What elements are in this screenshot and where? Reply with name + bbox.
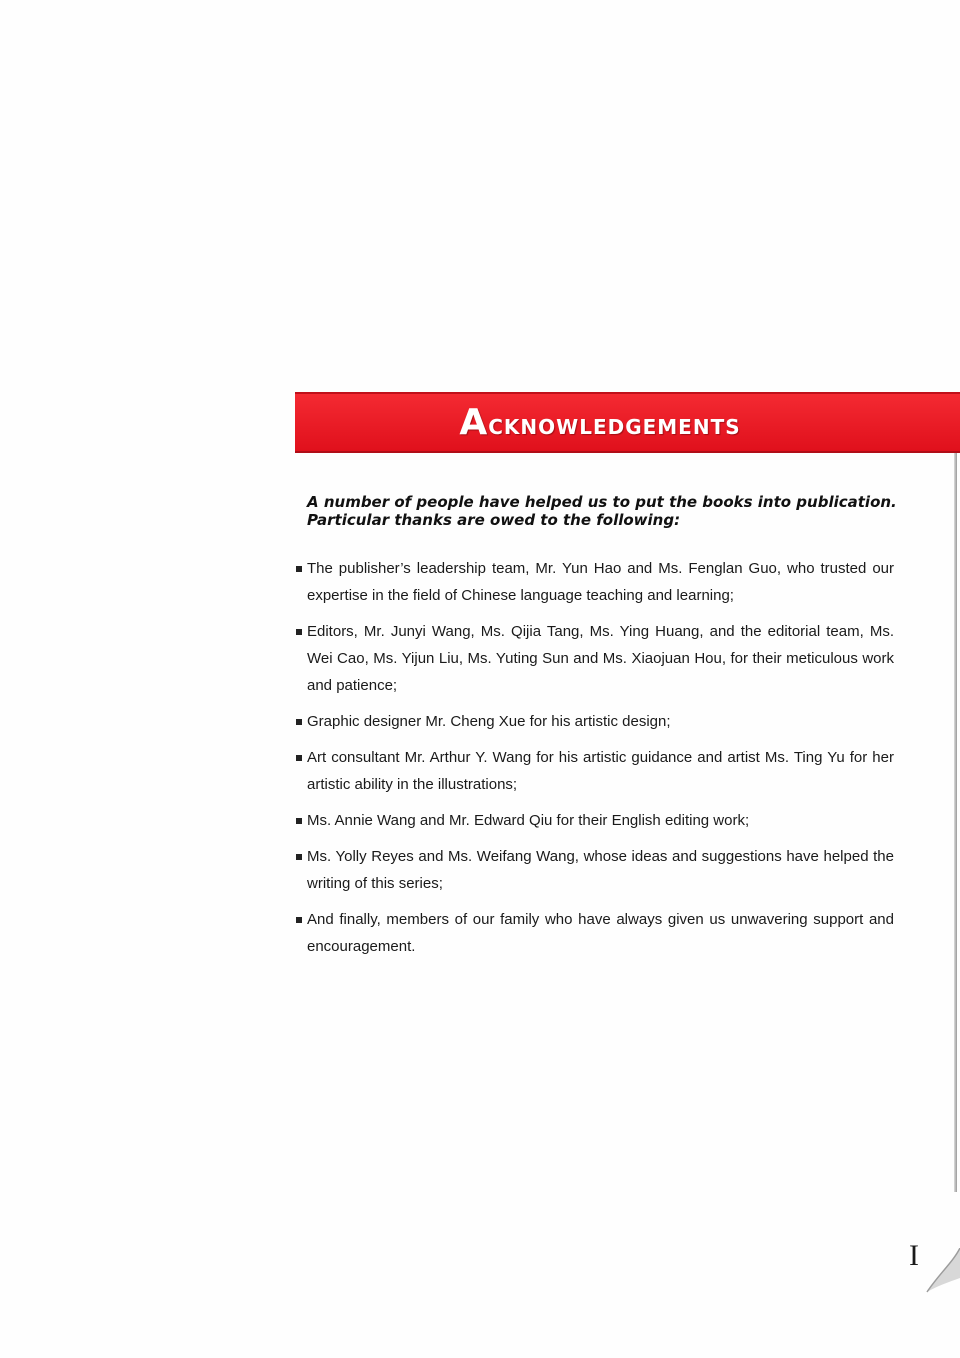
page-curl-icon (925, 1248, 960, 1298)
list-item-text: Graphic designer Mr. Cheng Xue for his artistic design; (307, 713, 671, 730)
list-item (296, 906, 894, 960)
list-item-text: Editors, Mr. Junyi Wang, Ms. Qijia Tang, Ms. Ying Huang, and the editorial team, Ms. Wei Cao, Ms. Yijun Liu, Ms. Yuting Sun and Ms. Xiaojuan Hou, for their meticulous work and patience; (307, 623, 894, 694)
title-initial: A (459, 402, 489, 443)
intro-line-2: Particular thanks are owed to the following: (307, 511, 681, 529)
list-item (296, 618, 894, 699)
list-item-text: And finally, members of our family who have always given us unwavering support and encouragement. (307, 911, 894, 955)
acknowledgement-list (296, 555, 894, 969)
bullet-icon (296, 719, 302, 725)
bullet-icon (296, 854, 302, 860)
list-item-text: Ms. Yolly Reyes and Ms. Weifang Wang, whose ideas and suggestions have helped the writing of this series; (307, 848, 894, 892)
list-item (296, 807, 894, 834)
list-item (296, 708, 894, 735)
list-item-text: The publisher’s leadership team, Mr. Yun Hao and Ms. Fenglan Guo, who trusted our expertise in the field of Chinese language teaching and learning; (307, 560, 894, 604)
page-title (295, 402, 905, 443)
bullet-icon (296, 818, 302, 824)
bullet-icon (296, 917, 302, 923)
list-item-text: Art consultant Mr. Arthur Y. Wang for his artistic guidance and artist Ms. Ting Yu for her artistic ability in the illustrations; (307, 749, 894, 793)
list-item (296, 555, 894, 609)
page-number: I (909, 1239, 919, 1272)
title-rest: cknowledgements (488, 408, 741, 441)
list-item-text: Ms. Annie Wang and Mr. Edward Qiu for their English editing work; (307, 812, 750, 829)
list-item (296, 843, 894, 897)
intro-line-1: A number of people have helped us to put the books into publication. (307, 493, 897, 511)
list-item (296, 744, 894, 798)
bullet-icon (296, 566, 302, 572)
bullet-icon (296, 755, 302, 761)
bullet-icon (296, 629, 302, 635)
page-edge-shadow (954, 452, 957, 1192)
title-banner (295, 392, 960, 453)
intro-paragraph (307, 493, 897, 529)
